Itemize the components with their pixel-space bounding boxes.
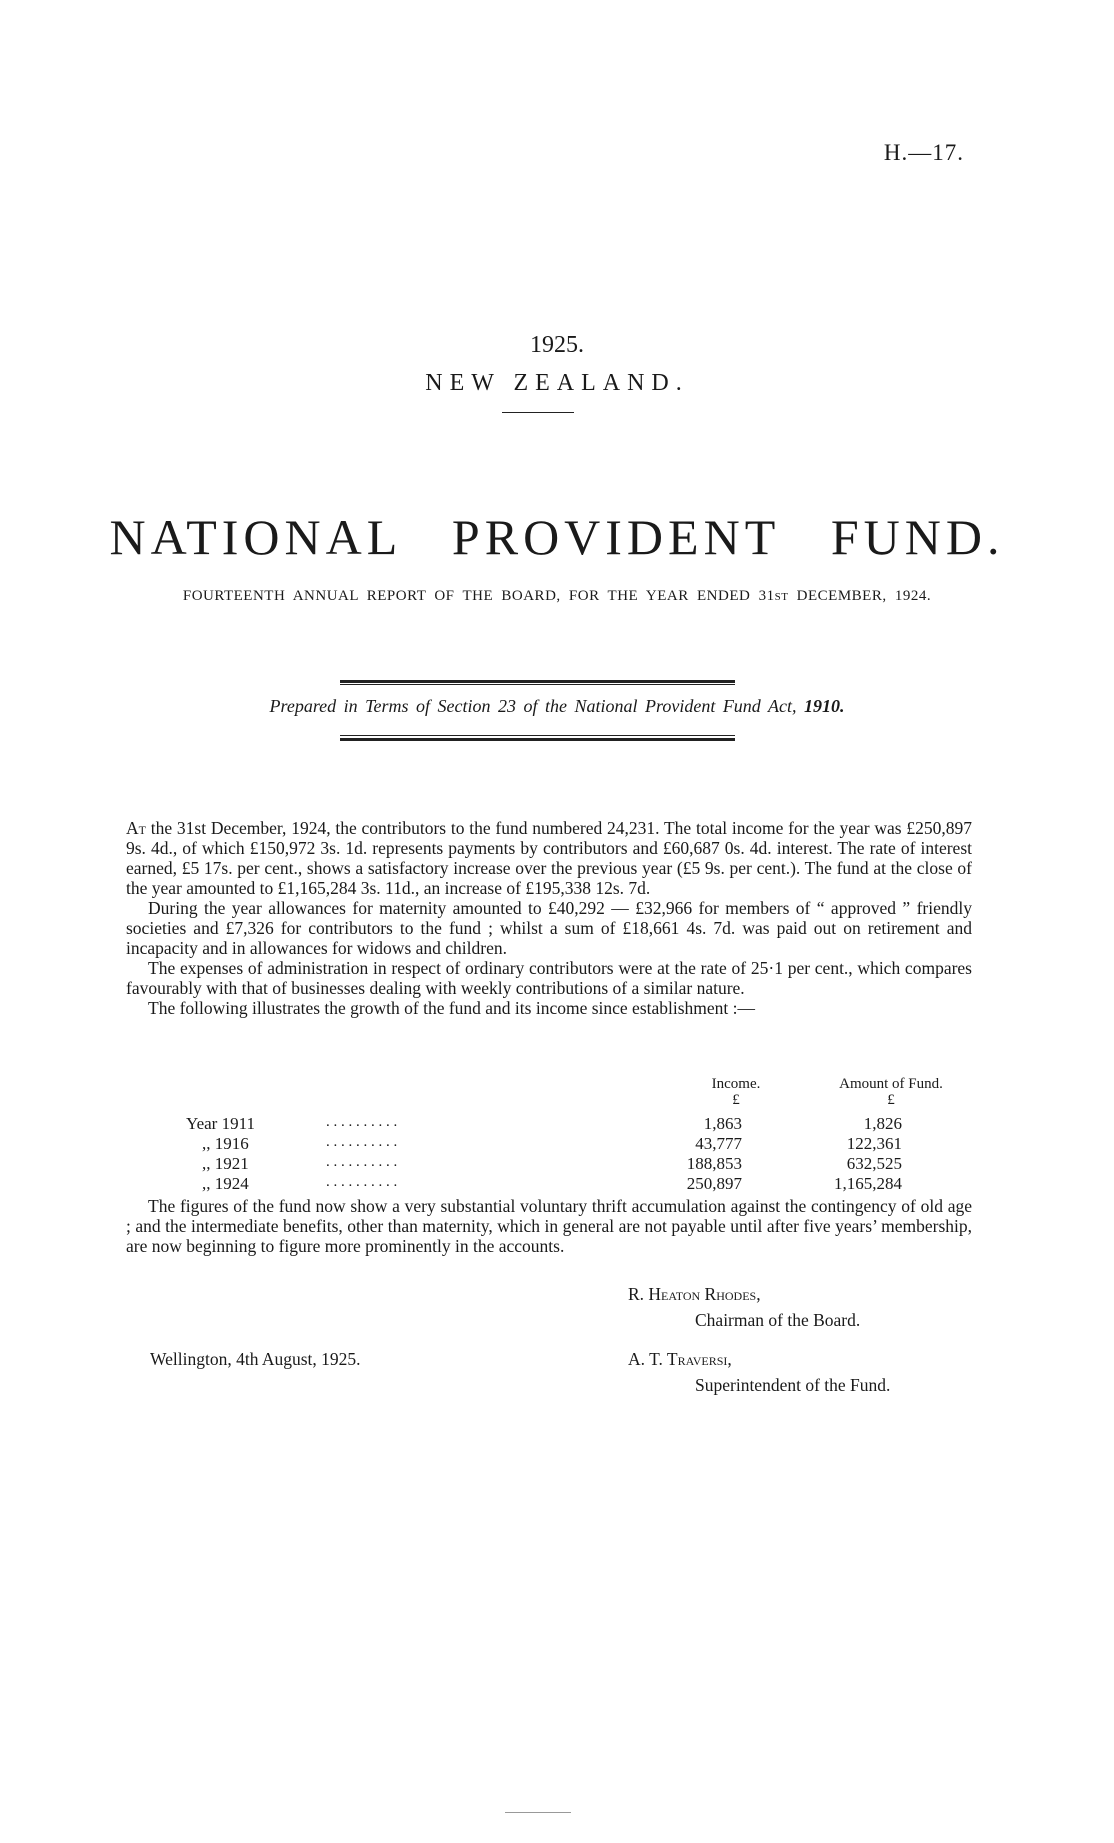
paragraph-3: The expenses of administration in respect of ordinary contributors were at the rate of 25·1 per cent., which compares favourably with that of businesses dealing with weekly contributions of a similar nature. <box>126 958 972 998</box>
fund-currency: £ <box>887 1092 895 1108</box>
row-leaders: . . . . . . . . . . <box>326 1114 398 1130</box>
divider-bottom-thin <box>340 735 735 736</box>
divider-top-thick <box>340 680 735 683</box>
table-row <box>126 1174 972 1194</box>
signatory-1-name <box>628 1284 761 1305</box>
row-fund: 122,361 <box>846 1134 902 1153</box>
signatory-2-name-text: A. T. Traversi, <box>628 1349 732 1369</box>
page-title: NATIONAL PROVIDENT FUND. <box>109 509 1005 565</box>
row-leaders: . . . . . . . . . . <box>326 1134 398 1150</box>
row-leaders: . . . . . . . . . . <box>326 1174 398 1190</box>
divider-short <box>502 412 574 413</box>
report-year: 1925. <box>530 332 584 358</box>
row-income: 43,777 <box>695 1134 742 1153</box>
paragraph-1-lead: At <box>126 818 146 838</box>
row-fund: 1,826 <box>863 1114 902 1133</box>
subtitle-sup: ST <box>774 591 789 603</box>
row-income: 250,897 <box>686 1174 742 1193</box>
footer-rule <box>505 1812 571 1813</box>
report-body <box>126 818 972 1018</box>
table-row <box>126 1134 972 1154</box>
row-label: ,, 1916 <box>202 1134 249 1153</box>
paragraph-1 <box>126 818 972 898</box>
row-fund: 1,165,284 <box>834 1174 902 1193</box>
signatory-1-title: Chairman of the Board. <box>695 1310 861 1330</box>
prepared-text: Prepared in Terms of Section 23 of the National Provident Fund Act, <box>269 696 804 716</box>
subtitle-before: FOURTEENTH ANNUAL REPORT OF THE BOARD, FOR THE YEAR ENDED 31 <box>182 588 775 604</box>
table-row <box>126 1114 972 1134</box>
document-reference: H.—17. <box>883 140 964 165</box>
row-fund: 632,525 <box>846 1154 902 1173</box>
paragraph-4: The following illustrates the growth of the fund and its income since establishment :— <box>148 998 756 1018</box>
row-income: 188,853 <box>686 1154 742 1173</box>
fund-header: Amount of Fund. <box>839 1076 943 1092</box>
signatory-2-title: Superintendent of the Fund. <box>695 1375 891 1395</box>
income-currency: £ <box>732 1092 740 1108</box>
row-leaders: . . . . . . . . . . <box>326 1154 398 1170</box>
signatory-1-name-text: R. Heaton Rhodes, <box>628 1284 761 1304</box>
prepared-statement <box>0 696 1114 717</box>
closing-body <box>126 1196 972 1256</box>
row-label: ,, 1924 <box>202 1174 249 1193</box>
row-label: ,, 1921 <box>202 1154 249 1173</box>
place-date: Wellington, 4th August, 1925. <box>150 1349 361 1369</box>
table-row <box>126 1154 972 1174</box>
income-header: Income. <box>711 1076 761 1092</box>
signatory-2-name <box>628 1349 732 1370</box>
paragraph-2: During the year allowances for maternity amounted to £40,292 — £32,966 for members of “ approved ” friendly societies and £7,326 for contributors to the fund ; whilst a sum of £18,661 4s. 7d. was paid out on retirement and incapacity and in allowances for widows and children. <box>126 898 972 958</box>
row-income: 1,863 <box>703 1114 742 1133</box>
paragraph-5: The figures of the fund now show a very substantial voluntary thrift accumulation against the contingency of old age ; and the intermediate benefits, other than maternity, which in general are not payable until after five years’ membership, are now beginning to figure more prominently in the accounts. <box>126 1196 972 1256</box>
paragraph-1-text: the 31st December, 1924, the contributors to the fund numbered 24,231. The total income for the year was £250,897 9s. 4d., of which £150,972 3s. 1d. represents payments by contributors and £60,687 0s. 4d. interest. The rate of interest earned, £5 17s. per cent., shows a satisfactory increase over the previous year (£5 9s. per cent.). The fund at the close of the year amounted to £1,165,284 3s. 11d., an increase of £195,338 12s. 7d. <box>126 818 972 898</box>
divider-top-thin <box>340 684 735 685</box>
row-label: Year 1911 <box>186 1114 255 1133</box>
prepared-year: 1910. <box>803 696 845 716</box>
subtitle-after: DECEMBER, 1924. <box>788 588 932 604</box>
report-subtitle <box>0 588 1114 605</box>
divider-bottom-thick <box>340 738 735 741</box>
country-heading: NEW ZEALAND. <box>425 370 689 396</box>
